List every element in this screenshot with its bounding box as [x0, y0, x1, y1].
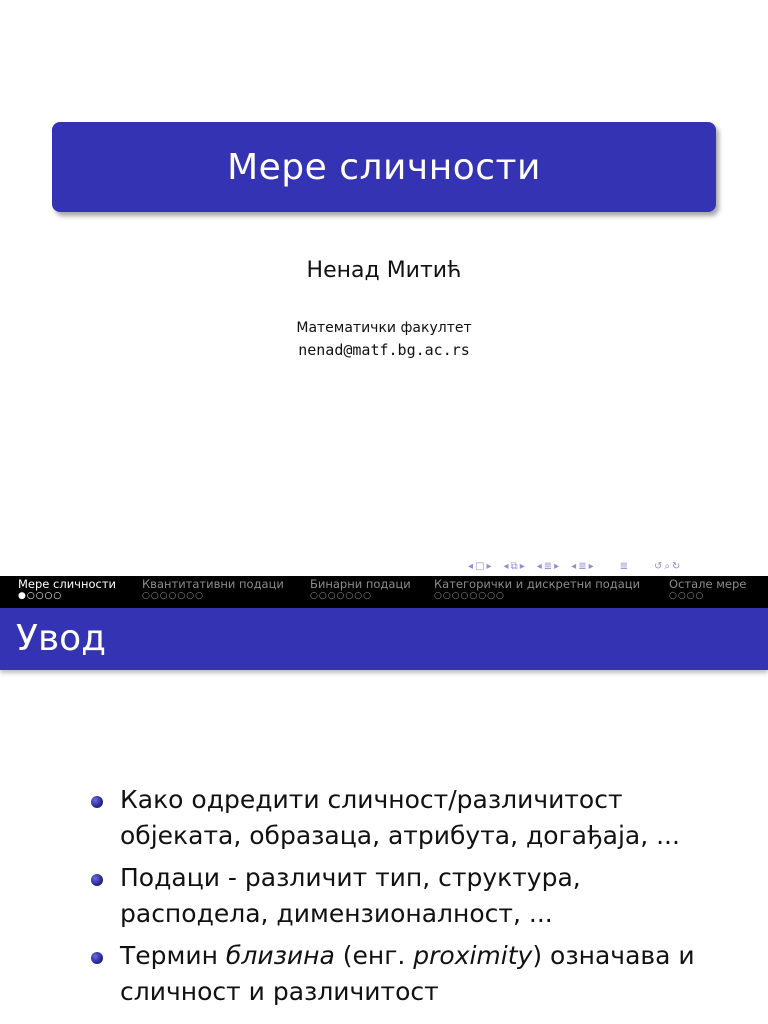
presentation-title: Мере сличности — [227, 146, 541, 188]
nav-frame-icon[interactable]: ⧉ — [510, 560, 518, 572]
nav-next-subsection-icon[interactable]: ▸ — [554, 560, 560, 572]
frame-progress-dots[interactable]: ○○○○○○○○ — [434, 591, 505, 601]
bullet-emphasis: proximity — [413, 941, 533, 970]
nav-prev-slide-icon[interactable]: ◂ — [468, 560, 474, 572]
list-item — [88, 938, 728, 1010]
author-name: Ненад Митић — [306, 258, 462, 283]
frame-title-bar — [0, 608, 768, 670]
author-email: nenad@matf.bg.ac.rs — [298, 341, 470, 359]
section-name: Остале мере — [669, 577, 747, 591]
institute-name: Математички факултет — [296, 320, 472, 336]
nav-search-icon[interactable]: ⌕ — [664, 560, 671, 572]
title-box — [52, 122, 716, 212]
nav-next-slide-icon[interactable]: ▸ — [486, 560, 492, 572]
list-item — [88, 860, 728, 932]
nav-section-icon[interactable]: ≣ — [578, 560, 587, 572]
frame-progress-dots[interactable]: ○○○○○○○ — [310, 591, 372, 601]
navigation-symbols — [468, 558, 680, 574]
frame-title: Увод — [16, 618, 107, 659]
bullet-text-part: Термин — [120, 941, 226, 970]
section-name: Категорички и дискретни подаци — [434, 577, 641, 591]
nav-prev-subsection-icon[interactable]: ◂ — [536, 560, 542, 572]
nav-document-icon[interactable]: ≣ — [619, 560, 629, 572]
bullet-list — [88, 782, 728, 1016]
frame-progress-dots[interactable]: ○○○○○○○ — [142, 591, 204, 601]
section-navigation-bar — [0, 576, 768, 608]
nav-prev-section-icon[interactable]: ◂ — [571, 560, 577, 572]
bullet-text-part: (енг. — [334, 941, 414, 970]
nav-prev-frame-icon[interactable]: ◂ — [503, 560, 509, 572]
section-name: Мере сличности — [18, 577, 117, 591]
section-name: Квантитативни подаци — [142, 577, 284, 591]
frame-progress-dots[interactable]: ●○○○○ — [18, 591, 63, 601]
bullet-emphasis: близина — [225, 941, 335, 970]
frame-progress-dots[interactable]: ○○○○ — [669, 591, 705, 601]
nav-next-section-icon[interactable]: ▸ — [588, 560, 594, 572]
nav-forward-icon[interactable]: ↻ — [672, 560, 681, 572]
bullet-text: Како одредити сличност/различитост објеката, образаца, атрибута, догађаја, ... — [120, 785, 680, 850]
nav-subsection-icon[interactable]: ≣ — [543, 560, 553, 572]
list-item — [88, 782, 728, 854]
bullet-text-part: ) означава и сличност и различитост — [120, 941, 695, 1006]
nav-next-frame-icon[interactable]: ▸ — [519, 560, 525, 572]
bullet-ball-icon — [91, 952, 103, 964]
bullet-ball-icon — [91, 874, 103, 886]
nav-back-icon[interactable]: ↺ — [654, 560, 663, 572]
nav-slide-icon[interactable]: □ — [475, 560, 485, 572]
intro-slide — [0, 576, 768, 1024]
bullet-text: Подаци - различит тип, структура, расподела, димензионалност, ... — [120, 863, 581, 928]
bullet-ball-icon — [91, 796, 103, 808]
section-name: Бинарни подаци — [310, 577, 411, 591]
